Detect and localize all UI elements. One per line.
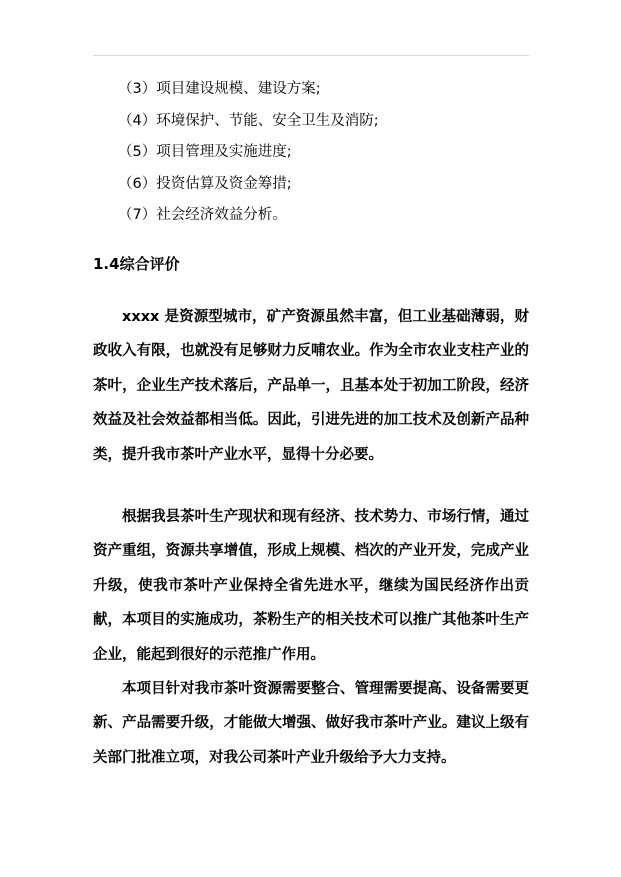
header-rule — [93, 55, 529, 56]
list-item: （7）社会经济效益分析。 — [118, 207, 287, 223]
list-item: （4）环境保护、节能、安全卫生及消防; — [118, 112, 379, 129]
list-item: （5）项目管理及实施进度; — [118, 144, 292, 160]
paragraph-overview: xxxx 是资源型城市，矿产资源虽然丰富，但工业基础薄弱，财政收入有限，也就没有足够财力反哺农业。作为全市农业支柱产业的茶叶，企业生产技术落后，产品单一，且基本处于初加工阶段，经济效益及社会效益都相当低。因此，引进先进的加工技术及创新产品种类，提升我市茶叶产业水平，显得十分必要。 — [93, 308, 529, 463]
list-item: （3）项目建设规模、建设方案; — [118, 81, 321, 97]
section-heading: 1.4综合评价 — [93, 255, 180, 273]
list-item: （6）投资估算及资金筹措; — [118, 175, 292, 192]
content-list — [118, 80, 538, 238]
paragraph-plan: 根据我县茶叶生产现状和现有经济、技术势力、市场行情，通过资产重组，资源共享增值，形成上规模、档次的产业开发，完成产业升级，使我市茶叶产业保持全省先进水平，继续为国民经济作出贡献，本项目的实施成功，茶粉生产的相关技术可以推广其他茶叶生产企业，能起到很好的示范推广作用。 — [93, 508, 529, 663]
paragraph-recommendation: 本项目针对我市茶叶资源需要整合、管理需要提高、设备需要更新、产品需要升级，才能做大增强、做好我市茶叶产业。建议上级有关部门批准立项，对我公司茶叶产业升级给予大力支持。 — [93, 680, 529, 766]
